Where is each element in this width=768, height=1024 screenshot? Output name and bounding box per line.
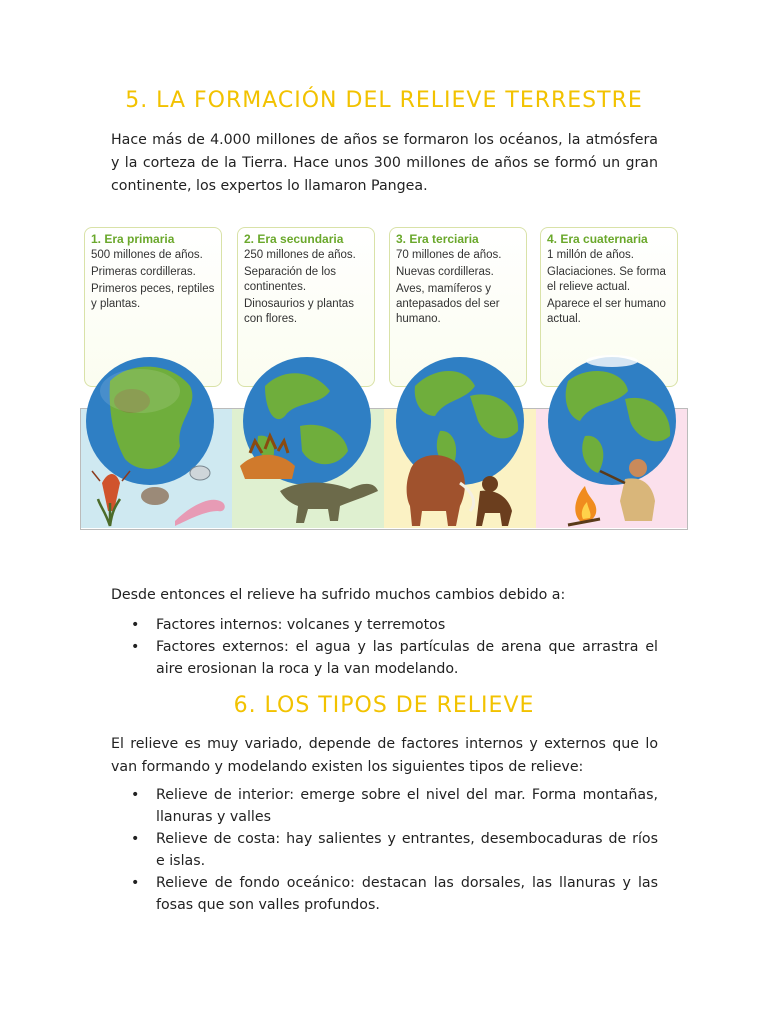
fish-icon [175, 500, 225, 526]
section-6-intro: El relieve es muy variado, depende de factores internos y externos que lo van formando y modelando existen los siguientes tipos de relieve: [111, 736, 658, 775]
era-title: 2. Era secundaria [244, 232, 344, 246]
era-line: Nuevas cordilleras. [396, 266, 494, 278]
list-item: • Relieve de fondo oceánico: destacan las dorsales, las llanuras y las fosas que son valles profundos. [111, 872, 658, 916]
era-line: Aves, mamíferos y antepasados del ser humano. [396, 283, 500, 325]
list-item: • Factores externos: el agua y las partículas de arena que arrastra el aire erosionan la roca y la van modelando. [111, 636, 658, 680]
plant-icon [98, 499, 120, 526]
section-5-intro: Hace más de 4.000 millones de años se formaron los océanos, la atmósfera y la corteza de la Tierra. Hace unos 300 millones de años se formó un gran continente, los expertos lo llamaron Pangea. [111, 132, 658, 194]
era-line: Primeras cordilleras. [91, 266, 196, 278]
section-6-title: 6. LOS TIPOS DE RELIEVE [233, 693, 535, 718]
era-line: 70 millones de años. [396, 249, 502, 261]
eras-infographic [80, 221, 688, 529]
era-line: 500 millones de años. [91, 249, 203, 261]
section-5-title: 5. LA FORMACIÓN DEL RELIEVE TERRESTRE [125, 88, 643, 113]
era-line: Dinosaurios y plantas con flores. [244, 298, 354, 325]
list-item: • Relieve de interior: emerge sobre el nivel del mar. Forma montañas, llanuras y valles [111, 784, 658, 828]
era-line: Separación de los continentes. [244, 266, 337, 293]
ape-icon [476, 476, 512, 526]
era-line: 1 millón de años. [547, 249, 634, 261]
globe-quaternary-icon [548, 355, 676, 485]
list-item: • Relieve de costa: hay salientes y entrantes, desembocaduras de ríos e islas. [111, 828, 658, 872]
campfire-icon [568, 486, 600, 525]
era-title: 1. Era primaria [91, 232, 175, 246]
relief-types-list [111, 784, 658, 916]
changes-list [111, 614, 658, 680]
changes-intro: Desde entonces el relieve ha sufrido muchos cambios debido a: [111, 587, 566, 603]
list-item: • Factores internos: volcanes y terremotos [111, 614, 658, 636]
dinosaur-icon [280, 483, 378, 524]
era-title: 3. Era terciaria [396, 232, 479, 246]
globe-primary-icon [86, 357, 214, 485]
era-line: 250 millones de años. [244, 249, 356, 261]
era-title: 4. Era cuaternaria [547, 232, 648, 246]
era-line: Primeros peces, reptiles y plantas. [91, 283, 215, 310]
era-line: Aparece el ser humano actual. [547, 298, 666, 325]
era-line: Glaciaciones. Se forma el relieve actual. [547, 266, 666, 293]
eras-illustration [80, 221, 688, 529]
